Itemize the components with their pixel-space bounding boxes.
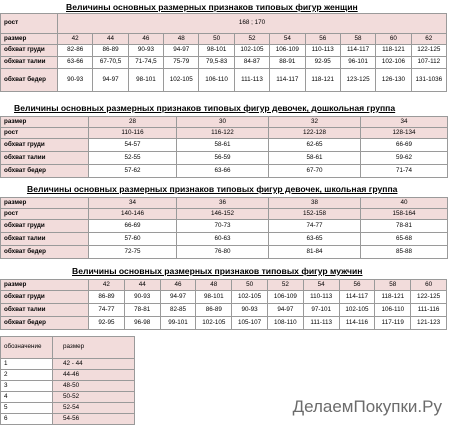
size-cell: 34: [361, 117, 448, 128]
data-cell: 131-1036: [411, 69, 446, 92]
data-cell: 106-109: [267, 291, 303, 304]
data-cell: 128-134: [361, 128, 448, 139]
data-cell: 58-61: [177, 139, 269, 152]
size-cell: 50: [232, 280, 268, 291]
data-cell: 96-98: [124, 317, 160, 330]
watermark: ДелаемПокупки.Ру: [292, 397, 442, 416]
size-cell: 32: [269, 117, 361, 128]
girls-school-title: Величины основных размерных признаков типовых фигур девочек, школьная группа: [27, 184, 398, 194]
data-cell: 117-119: [375, 317, 411, 330]
size-cell: 60: [376, 34, 411, 45]
data-cell: 99-101: [160, 317, 196, 330]
size-cell: 54: [303, 280, 339, 291]
data-cell: 111-113: [234, 69, 269, 92]
data-cell: 63-65: [269, 233, 361, 246]
data-cell: 107-112: [411, 57, 446, 69]
size-cell: 62: [411, 34, 446, 45]
data-cell: 90-93: [232, 304, 268, 317]
data-cell: 114-117: [340, 45, 375, 57]
data-cell: 118-121: [376, 45, 411, 57]
row-label: рост: [1, 128, 89, 139]
designation-code: 1: [1, 359, 53, 370]
data-cell: 62-65: [269, 139, 361, 152]
row-label: обхват груди: [1, 220, 89, 233]
data-cell: 78-81: [361, 220, 448, 233]
data-cell: 140-146: [89, 209, 177, 220]
data-cell: 75-79: [164, 57, 199, 69]
data-cell: 106-110: [199, 69, 234, 92]
data-cell: 98-101: [199, 45, 234, 57]
data-cell: 79,5-83: [199, 57, 234, 69]
data-cell: 90-93: [124, 291, 160, 304]
girls-preschool-title: Величины основных размерных признаков типовых фигур девочек, дошкольная группа: [14, 103, 396, 113]
data-cell: 146-152: [177, 209, 269, 220]
data-cell: 114-117: [339, 291, 375, 304]
size-cell: 58: [340, 34, 375, 45]
designation-code: 2: [1, 370, 53, 381]
designation-size: 54-56: [53, 414, 135, 425]
size-cell: 48: [196, 280, 232, 291]
data-cell: 126-130: [376, 69, 411, 92]
size-cell: 30: [177, 117, 269, 128]
data-cell: 114-116: [339, 317, 375, 330]
row-label: обхват бедер: [1, 317, 89, 330]
data-cell: 67-70: [269, 165, 361, 178]
size-cell: 38: [269, 198, 361, 209]
data-cell: 88-91: [270, 57, 305, 69]
size-cell: 56: [305, 34, 340, 45]
men-size-table: [0, 279, 447, 330]
data-cell: 76-80: [177, 246, 269, 259]
data-cell: 118-121: [375, 291, 411, 304]
data-cell: 82-86: [58, 45, 93, 57]
data-cell: 110-113: [305, 45, 340, 57]
size-cell: 36: [177, 198, 269, 209]
data-cell: 105-107: [232, 317, 268, 330]
size-cell: 56: [339, 280, 375, 291]
data-cell: 84-87: [234, 57, 269, 69]
data-cell: 111-116: [411, 304, 447, 317]
data-cell: 78-81: [124, 304, 160, 317]
row-label: обхват талии: [1, 57, 58, 69]
data-cell: 56-59: [177, 152, 269, 165]
data-cell: 92-95: [305, 57, 340, 69]
designation-table: [0, 336, 135, 425]
data-cell: 72-75: [89, 246, 177, 259]
data-cell: 65-68: [361, 233, 448, 246]
designation-size: 44-46: [53, 370, 135, 381]
data-cell: 108-110: [267, 317, 303, 330]
data-cell: 82-85: [160, 304, 196, 317]
row-label: обхват бедер: [1, 165, 89, 178]
data-cell: 102-105: [164, 69, 199, 92]
data-cell: 102-105: [232, 291, 268, 304]
designation-code: 4: [1, 392, 53, 403]
size-cell: 58: [375, 280, 411, 291]
size-cell: 34: [89, 198, 177, 209]
size-cell: 42: [58, 34, 93, 45]
data-cell: 102-106: [376, 57, 411, 69]
data-cell: 102-105: [196, 317, 232, 330]
size-cell: 50: [199, 34, 234, 45]
data-cell: 94-97: [93, 69, 128, 92]
data-cell: 60-63: [177, 233, 269, 246]
designation-size: 48-50: [53, 381, 135, 392]
designation-code: 3: [1, 381, 53, 392]
designation-header: обозначение: [1, 337, 53, 359]
data-cell: 57-60: [89, 233, 177, 246]
data-cell: 158-164: [361, 209, 448, 220]
data-cell: 118-121: [305, 69, 340, 92]
data-cell: 70-73: [177, 220, 269, 233]
data-cell: 92-95: [89, 317, 125, 330]
designation-size-header: размер: [53, 337, 135, 359]
data-cell: 152-158: [269, 209, 361, 220]
data-cell: 114-117: [270, 69, 305, 92]
size-cell: 46: [128, 34, 163, 45]
designation-code: 5: [1, 403, 53, 414]
designation-code: 6: [1, 414, 53, 425]
size-cell: 44: [93, 34, 128, 45]
row-label: обхват бедер: [1, 69, 58, 92]
data-cell: 94-97: [160, 291, 196, 304]
row-label: обхват бедер: [1, 246, 89, 259]
row-label: рост: [1, 209, 89, 220]
women-size-table: [0, 13, 447, 92]
data-cell: 121-123: [411, 317, 447, 330]
designation-size: 50-52: [53, 392, 135, 403]
row-label: обхват груди: [1, 291, 89, 304]
data-cell: 122-125: [411, 291, 447, 304]
data-cell: 94-97: [267, 304, 303, 317]
data-cell: 102-105: [234, 45, 269, 57]
data-cell: 86-89: [93, 45, 128, 57]
row-label: обхват талии: [1, 233, 89, 246]
size-label: размер: [1, 198, 89, 209]
data-cell: 122-128: [269, 128, 361, 139]
data-cell: 66-69: [361, 139, 448, 152]
men-table-title: Величины основных размерных признаков типовых фигур мужчин: [72, 266, 363, 276]
size-cell: 54: [270, 34, 305, 45]
data-cell: 106-109: [270, 45, 305, 57]
girls-school-table: [0, 197, 448, 259]
size-label: размер: [1, 34, 58, 45]
data-cell: 86-89: [196, 304, 232, 317]
data-cell: 98-101: [128, 69, 163, 92]
data-cell: 110-113: [303, 291, 339, 304]
size-cell: 28: [89, 117, 177, 128]
size-cell: 52: [234, 34, 269, 45]
data-cell: 81-84: [269, 246, 361, 259]
data-cell: 52-55: [89, 152, 177, 165]
data-cell: 98-101: [196, 291, 232, 304]
data-cell: 106-110: [375, 304, 411, 317]
data-cell: 94-97: [164, 45, 199, 57]
data-cell: 86-89: [89, 291, 125, 304]
size-label: размер: [1, 280, 89, 291]
designation-size: 42 - 44: [53, 359, 135, 370]
size-label: размер: [1, 117, 89, 128]
data-cell: 111-113: [303, 317, 339, 330]
size-cell: 60: [411, 280, 447, 291]
data-cell: 116-122: [177, 128, 269, 139]
size-cell: 44: [124, 280, 160, 291]
data-cell: 123-125: [340, 69, 375, 92]
row-label: обхват талии: [1, 304, 89, 317]
data-cell: 85-88: [361, 246, 448, 259]
size-cell: 46: [160, 280, 196, 291]
data-cell: 90-93: [128, 45, 163, 57]
size-cell: 52: [267, 280, 303, 291]
data-cell: 59-62: [361, 152, 448, 165]
data-cell: 74-77: [269, 220, 361, 233]
data-cell: 122-125: [411, 45, 446, 57]
data-cell: 71-74: [361, 165, 448, 178]
data-cell: 97-101: [303, 304, 339, 317]
data-cell: 102-105: [339, 304, 375, 317]
data-cell: 110-116: [89, 128, 177, 139]
data-cell: 63-66: [177, 165, 269, 178]
row-label: обхват талии: [1, 152, 89, 165]
data-cell: 96-101: [340, 57, 375, 69]
designation-size: 52-54: [53, 403, 135, 414]
data-cell: 90-93: [58, 69, 93, 92]
rost-label: рост: [1, 14, 58, 34]
girls-preschool-table: [0, 116, 448, 178]
data-cell: 54-57: [89, 139, 177, 152]
data-cell: 71-74,5: [128, 57, 163, 69]
data-cell: 63-66: [58, 57, 93, 69]
size-cell: 40: [361, 198, 448, 209]
row-label: обхват груди: [1, 139, 89, 152]
rost-value: 168 ; 170: [58, 14, 447, 34]
data-cell: 74-77: [89, 304, 125, 317]
size-cell: 42: [89, 280, 125, 291]
women-table-title: Величины основных размерных признаков типовых фигур женщин: [66, 2, 358, 12]
data-cell: 67-70,5: [93, 57, 128, 69]
data-cell: 66-69: [89, 220, 177, 233]
data-cell: 58-61: [269, 152, 361, 165]
row-label: обхват груди: [1, 45, 58, 57]
size-cell: 48: [164, 34, 199, 45]
data-cell: 57-62: [89, 165, 177, 178]
